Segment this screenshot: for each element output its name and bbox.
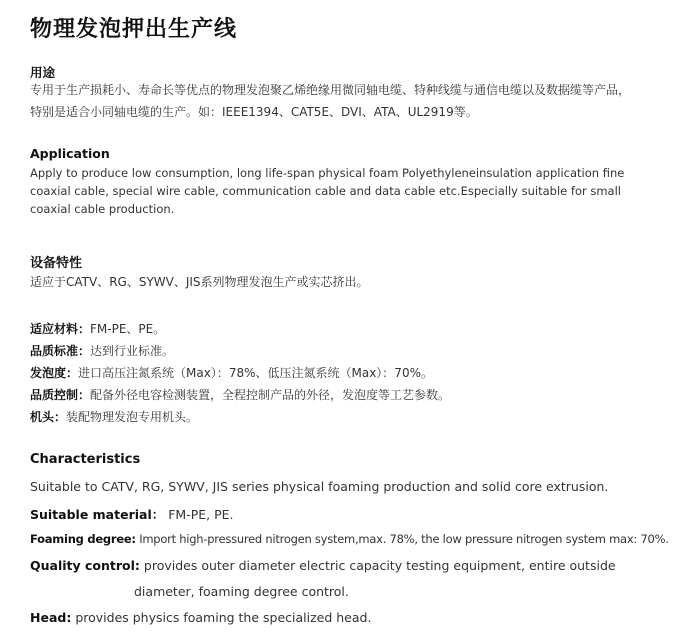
- characteristic-quality-label: Quality control:: [30, 558, 140, 573]
- feature-head: [30, 408, 198, 425]
- application-line-1: Apply to produce low consumption, long life-span physical foam Polyethyleneinsulation application fine: [30, 166, 625, 180]
- feature-quality: [30, 386, 450, 403]
- feature-standard: [30, 342, 174, 359]
- application-heading: Application: [30, 146, 110, 161]
- features-intro: 适应于CATV、RG、SYWV、JIS系列物理发泡生产或实芯挤出。: [30, 275, 369, 289]
- page-title: 物理发泡押出生产线: [30, 17, 238, 42]
- purpose-heading: 用途: [30, 65, 56, 80]
- characteristic-foaming: [30, 532, 669, 546]
- feature-material: [30, 320, 165, 337]
- characteristic-head-value: provides physics foaming the specialized head.: [75, 610, 372, 625]
- characteristic-quality: [30, 558, 616, 573]
- feature-material-label: 适应材料：: [30, 322, 91, 336]
- characteristic-material-value: FM-PE, PE.: [168, 507, 234, 522]
- characteristic-foaming-label: Foaming degree:: [30, 532, 136, 546]
- characteristic-quality-value-1: provides outer diameter electric capacity testing equipment, entire outside: [143, 558, 616, 573]
- feature-quality-label: 品质控制：: [30, 388, 91, 402]
- feature-standard-label: 品质标准：: [30, 344, 91, 358]
- feature-foaming-label: 发泡度：: [30, 366, 79, 380]
- feature-standard-value: 达到行业标准。: [90, 344, 175, 358]
- characteristic-head-label: Head:: [30, 610, 72, 625]
- feature-material-value: FM-PE、PE。: [90, 322, 166, 336]
- feature-head-label: 机头：: [30, 410, 67, 424]
- characteristic-head: [30, 610, 371, 625]
- application-line-3: coaxial cable production.: [30, 202, 175, 216]
- characteristics-heading: Characteristics: [30, 452, 141, 467]
- characteristic-material-label: Suitable material：: [30, 507, 165, 522]
- feature-quality-value: 配备外径电容检测装置，全程控制产品的外径，发泡度等工艺参数。: [90, 388, 451, 402]
- purpose-line-2: 特别是适合小同轴电缆的生产。如：IEEE1394、CAT5E、DVI、ATA、UL2919等。: [30, 105, 478, 119]
- feature-foaming: [30, 364, 433, 381]
- characteristic-foaming-value: Import high-pressured nitrogen system,max. 78%, the low pressure nitrogen system max: 70%.: [139, 532, 669, 546]
- characteristics-intro: Suitable to CATV, RG, SYWV, JIS series physical foaming production and solid core extrusion.: [30, 479, 609, 494]
- application-line-2: coaxial cable, special wire cable, communication cable and data cable etc.Especially suitable for small: [30, 184, 621, 198]
- features-heading: 设备特性: [30, 256, 83, 271]
- characteristic-quality-continued: diameter, foaming degree control.: [134, 584, 349, 599]
- feature-head-value: 装配物理发泡专用机头。: [66, 410, 199, 424]
- characteristic-material: [30, 505, 234, 523]
- feature-foaming-value: 进口高压注氮系统（Max）：78%、低压注氮系统（Max）：70%。: [78, 366, 433, 380]
- purpose-line-1: 专用于生产损耗小、寿命长等优点的物理发泡聚乙烯绝缘用微同轴电缆、特种线缆与通信电缆以及数据缆等产品，: [30, 83, 631, 97]
